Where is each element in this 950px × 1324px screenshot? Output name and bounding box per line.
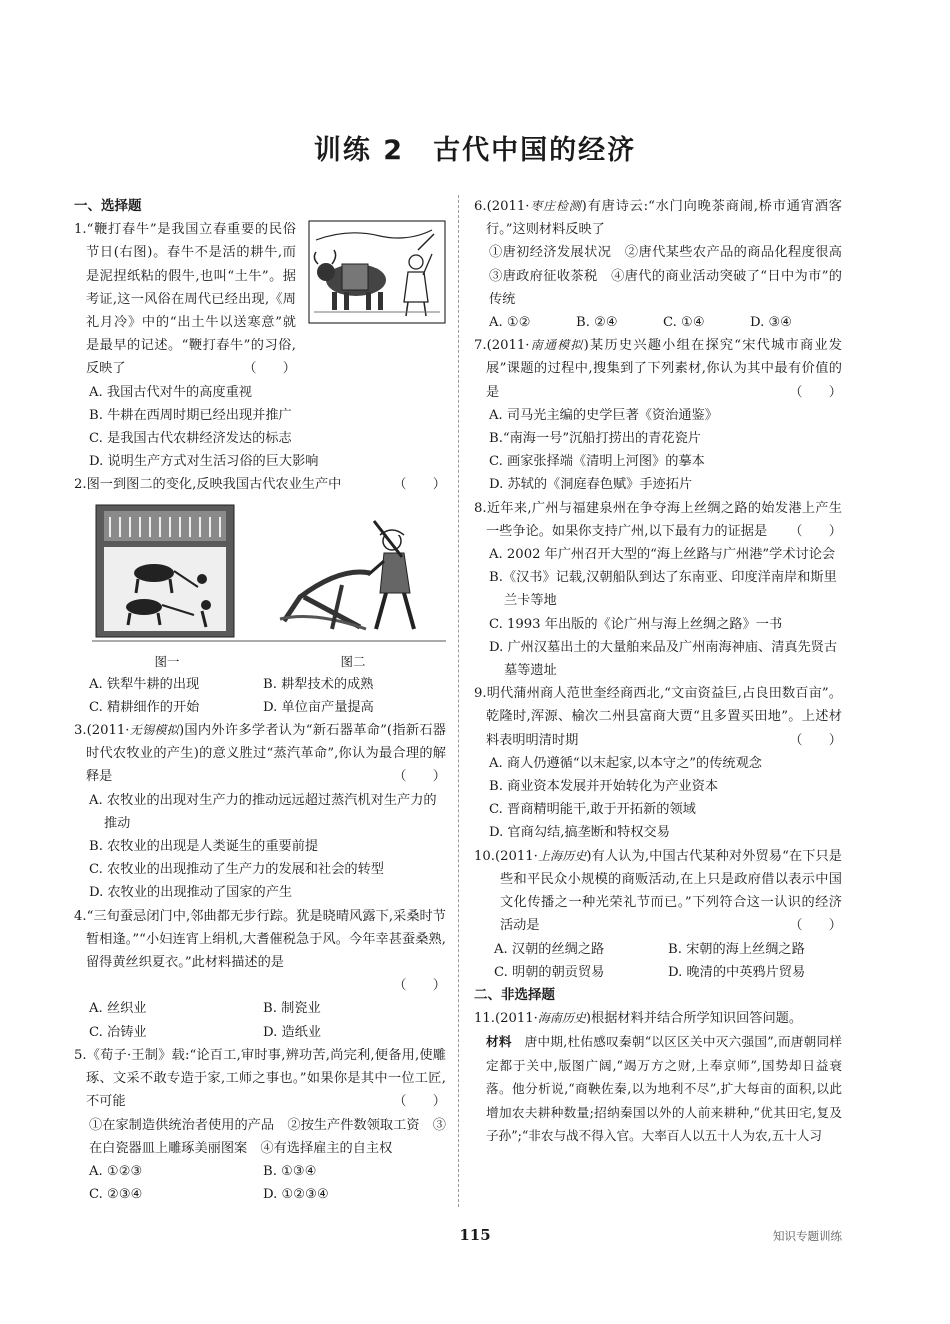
option: B. 宋朝的海上丝绸之路 [668, 941, 805, 957]
option: D. 官商勾结,搞垄断和特权交易 [489, 825, 670, 841]
question-11 [474, 1007, 842, 1147]
footer-label: 知识专题训练 [773, 1229, 842, 1243]
question-9 [474, 682, 842, 844]
answer-bracket-row [74, 974, 446, 997]
column-divider [458, 195, 459, 1207]
option: C. ②③④ [89, 1187, 143, 1203]
option: A. 商人仍遵循“以末起家,以本守之”的传统观念 [489, 755, 762, 771]
option: A. 2002 年广州召开大型的“海上丝路与广州港”学术讨论会 [489, 547, 836, 563]
question-7 [474, 334, 842, 496]
question-2-stem: 2.图一到图二的变化,反映我国古代农业生产中 （ ） [74, 473, 446, 496]
question-8 [474, 497, 842, 683]
section-choice-heading: 一、选择题 [74, 198, 142, 214]
page-title: 训练 2 古代中国的经济 [313, 135, 637, 166]
option-row [74, 997, 446, 1020]
option: B. ①③④ [263, 1163, 317, 1179]
caption-figure-one: 图一 [154, 653, 180, 669]
question-5 [74, 1044, 446, 1206]
option: D. 农牧业的出现推动了国家的产生 [89, 885, 293, 901]
option: C. 明朝的朝贡贸易 [494, 964, 605, 980]
option: A. 我国古代对牛的高度重视 [89, 384, 252, 400]
option: C. 是我国古代农耕经济发达的标志 [89, 431, 292, 447]
option: C. 晋商精明能干,敢于开拓新的领域 [489, 802, 696, 818]
material-label: 材料 [486, 1034, 512, 1050]
option: B. 牛耕在西周时期已经出现并推广 [89, 407, 292, 423]
question-6 [474, 195, 856, 334]
option-row [74, 1183, 446, 1206]
option: A. 汉朝的丝绸之路 [494, 941, 605, 957]
option: D. 造纸业 [263, 1024, 322, 1040]
option: D. 单位亩产量提高 [263, 699, 374, 715]
option: C. 1993 年出版的《论广州与海上丝绸之路》一书 [489, 616, 783, 632]
option: C. 农牧业的出现推动了生产力的发展和社会的转型 [89, 862, 384, 878]
option: D. 说明生产方式对生活习俗的巨大影响 [89, 454, 319, 470]
option-row [74, 1021, 446, 1044]
source-tag: 南通模拟 [529, 338, 584, 353]
figure-captions [74, 651, 446, 673]
answer-bracket: （ ） [789, 384, 842, 400]
answer-bracket: （ ） [393, 978, 446, 994]
option: C. 精耕细作的开始 [89, 699, 200, 715]
source-tag: 海南历史 [537, 1011, 586, 1026]
option-row [74, 696, 446, 719]
page-number: 115 [459, 1226, 491, 1244]
option: A. ①② [489, 315, 531, 331]
question-8-stem: 8.近年来,广州与福建泉州在争夺海上丝绸之路的始发港上产生一些争论。如果你支持广州,以下最有力的证据是 （ ） [474, 497, 842, 543]
question-5-stem: 5.《荀子·王制》载:“论百工,审时事,辨功苦,尚完利,便备用,使雕琢、文采不敢专造于家,工师之事也。”如果你是其中一位工匠,不可能 （ ） [74, 1044, 446, 1114]
left-column [74, 195, 446, 1206]
option: D. 苏轼的《洞庭春色赋》手迹拓片 [489, 477, 693, 493]
option-row [74, 1160, 446, 1183]
option: B. 农牧业的出现是人类诞生的重要前提 [89, 839, 319, 855]
question-5-items: ①在家制造供统治者使用的产品 ②按生产件数领取工资 ③在白瓷器皿上雕琢美丽图案 ④有选择雇主的自主权 [89, 1117, 446, 1156]
option: D. ③④ [750, 315, 793, 331]
caption-figure-two: 图二 [340, 653, 366, 669]
option: D. 广州汉墓出土的大量舶来品及广州南海神庙、清真先贤古墓等遗址 [489, 639, 838, 679]
option: C. 冶铸业 [89, 1024, 147, 1040]
option: A. ①②③ [89, 1163, 143, 1179]
option: A. 铁犁牛耕的出现 [89, 676, 200, 692]
answer-bracket: （ ） [393, 769, 446, 785]
question-7-stem: 7.(2011·南通模拟)某历史兴趣小组在探究“宋代城市商业发展”课题的过程中,搜集到了下列素材,你认为其中最有价值的是 （ ） [474, 334, 842, 404]
question-6-items: ①唐初经济发展状况 ②唐代某些农产品的商品化程度很高 ③唐政府征收茶税 ④唐代的商业活动突破了“日中为市”的传统 [489, 245, 856, 307]
option-row [474, 961, 842, 984]
option: A. 丝织业 [89, 1001, 147, 1017]
answer-bracket: （ ） [243, 361, 296, 377]
option: B. ②④ [576, 315, 618, 331]
spring-ox-illustration [308, 220, 446, 324]
question-1-stem: 1.“鞭打春牛”是我国立春重要的民俗节日(右图)。春牛不是活的耕牛,而是泥捏纸粘的假牛,也叫“土牛”。据考证,这一风俗在周代已经出现,《周礼月冷》中的“出土牛以送寒意”就是最早的记述。“鞭打春牛”的习俗,反映了 （ ） [74, 218, 446, 380]
question-3-stem: 3.(2011·无锡模拟)国内外许多学者认为“新石器革命”(指新石器时代农牧业的产生)的意义胜过“蒸汽革命”,你认为最合理的解释是 （ ） [74, 719, 446, 789]
answer-bracket: （ ） [393, 1094, 446, 1110]
option-row [74, 673, 446, 696]
source-tag: 无锡模拟 [129, 723, 179, 738]
figure-two-plough [280, 521, 414, 629]
question-6-stem: 6.(2011·枣庄检测)有唐诗云:“水门向晚茶商闹,桥市通宵酒客行。”这则材料反映了 [474, 199, 842, 238]
question-4-stem: 4.“三旬蚕忌闭门中,邻曲都无步行踪。犹是晓晴风露下,采桑时节暂相逢。”“小妇连宵上绢机,大耆催税急于风。今年幸甚蚕桑熟,留得黄丝织夏衣。”此材料描述的是 [74, 908, 446, 971]
option-row [474, 311, 842, 334]
option: B.《汉书》记载,汉朝船队到达了东南亚、印度洋南岸和斯里兰卡等地 [489, 570, 837, 609]
option: A. 农牧业的出现对生产力的推动远远超过蒸汽机对生产力的推动 [89, 792, 437, 831]
option: B. 耕犁技术的成熟 [263, 676, 374, 692]
right-column [474, 195, 856, 1147]
question-4 [74, 905, 446, 1044]
option: D. ①②③④ [263, 1187, 329, 1203]
answer-bracket: （ ） [393, 477, 446, 493]
question-9-stem: 9.明代蒲州商人范世奎经商西北,“文亩资益巨,占良田数百亩”。乾隆时,浑源、榆次二州县富商大贾“且多置买田地”。上述材料表明明清时期 （ ） [474, 682, 842, 752]
answer-bracket: （ ） [789, 918, 842, 934]
option: C. 画家张择端《清明上河图》的摹本 [489, 454, 705, 470]
question-3 [74, 719, 446, 905]
option: D. 晚清的中英鸦片贸易 [668, 964, 806, 980]
question-11-material: 材料 唐中期,杜佑感叹秦朝“以区区关中灭六强国”,而唐朝同样定都于关中,版图广阔,“竭万方之财,上奉京师”,国势却日益衰落。他分析说,“商鞅佐秦,以为地利不尽”,扩大每亩的面积,以此增加农夫耕种数量;招纳秦国以外的人前来耕种,“优其田宅,复及子孙”;“非农与战不得入官。大率百人以五十人为农,五十人习 [486, 1034, 843, 1143]
answer-bracket: （ ） [789, 732, 842, 748]
source-tag: 枣庄检测 [529, 199, 582, 213]
figure-one-stone-relief [96, 505, 234, 637]
question-1 [74, 218, 446, 473]
option: B. 商业资本发展并开始转化为产业资本 [489, 779, 719, 795]
farming-figures [74, 501, 446, 651]
question-10 [474, 845, 842, 984]
question-11-stem: 11.(2011·海南历史)根据材料并结合所学知识回答问题。 [474, 1011, 803, 1027]
source-tag: 上海历史 [537, 848, 587, 863]
question-2 [74, 473, 446, 719]
question-10-stem: 10.(2011·上海历史)有人认为,中国古代某种对外贸易“在下只是些和平民众小规模的商贩活动,在上只是政府借以表示中国文化传播之一种光荣礼节而已。”下列符合这一认识的经济活动是 （ ） [474, 845, 842, 938]
option: B. 制瓷业 [263, 1001, 321, 1017]
answer-bracket: （ ） [789, 523, 842, 539]
option: C. ①④ [663, 315, 705, 331]
section-nonchoice-heading: 二、非选择题 [474, 986, 555, 1003]
option-row [474, 938, 842, 961]
option: A. 司马光主编的史学巨著《资治通鉴》 [489, 407, 718, 423]
option: B.“南海一号”沉船打捞出的青花瓷片 [489, 431, 701, 447]
